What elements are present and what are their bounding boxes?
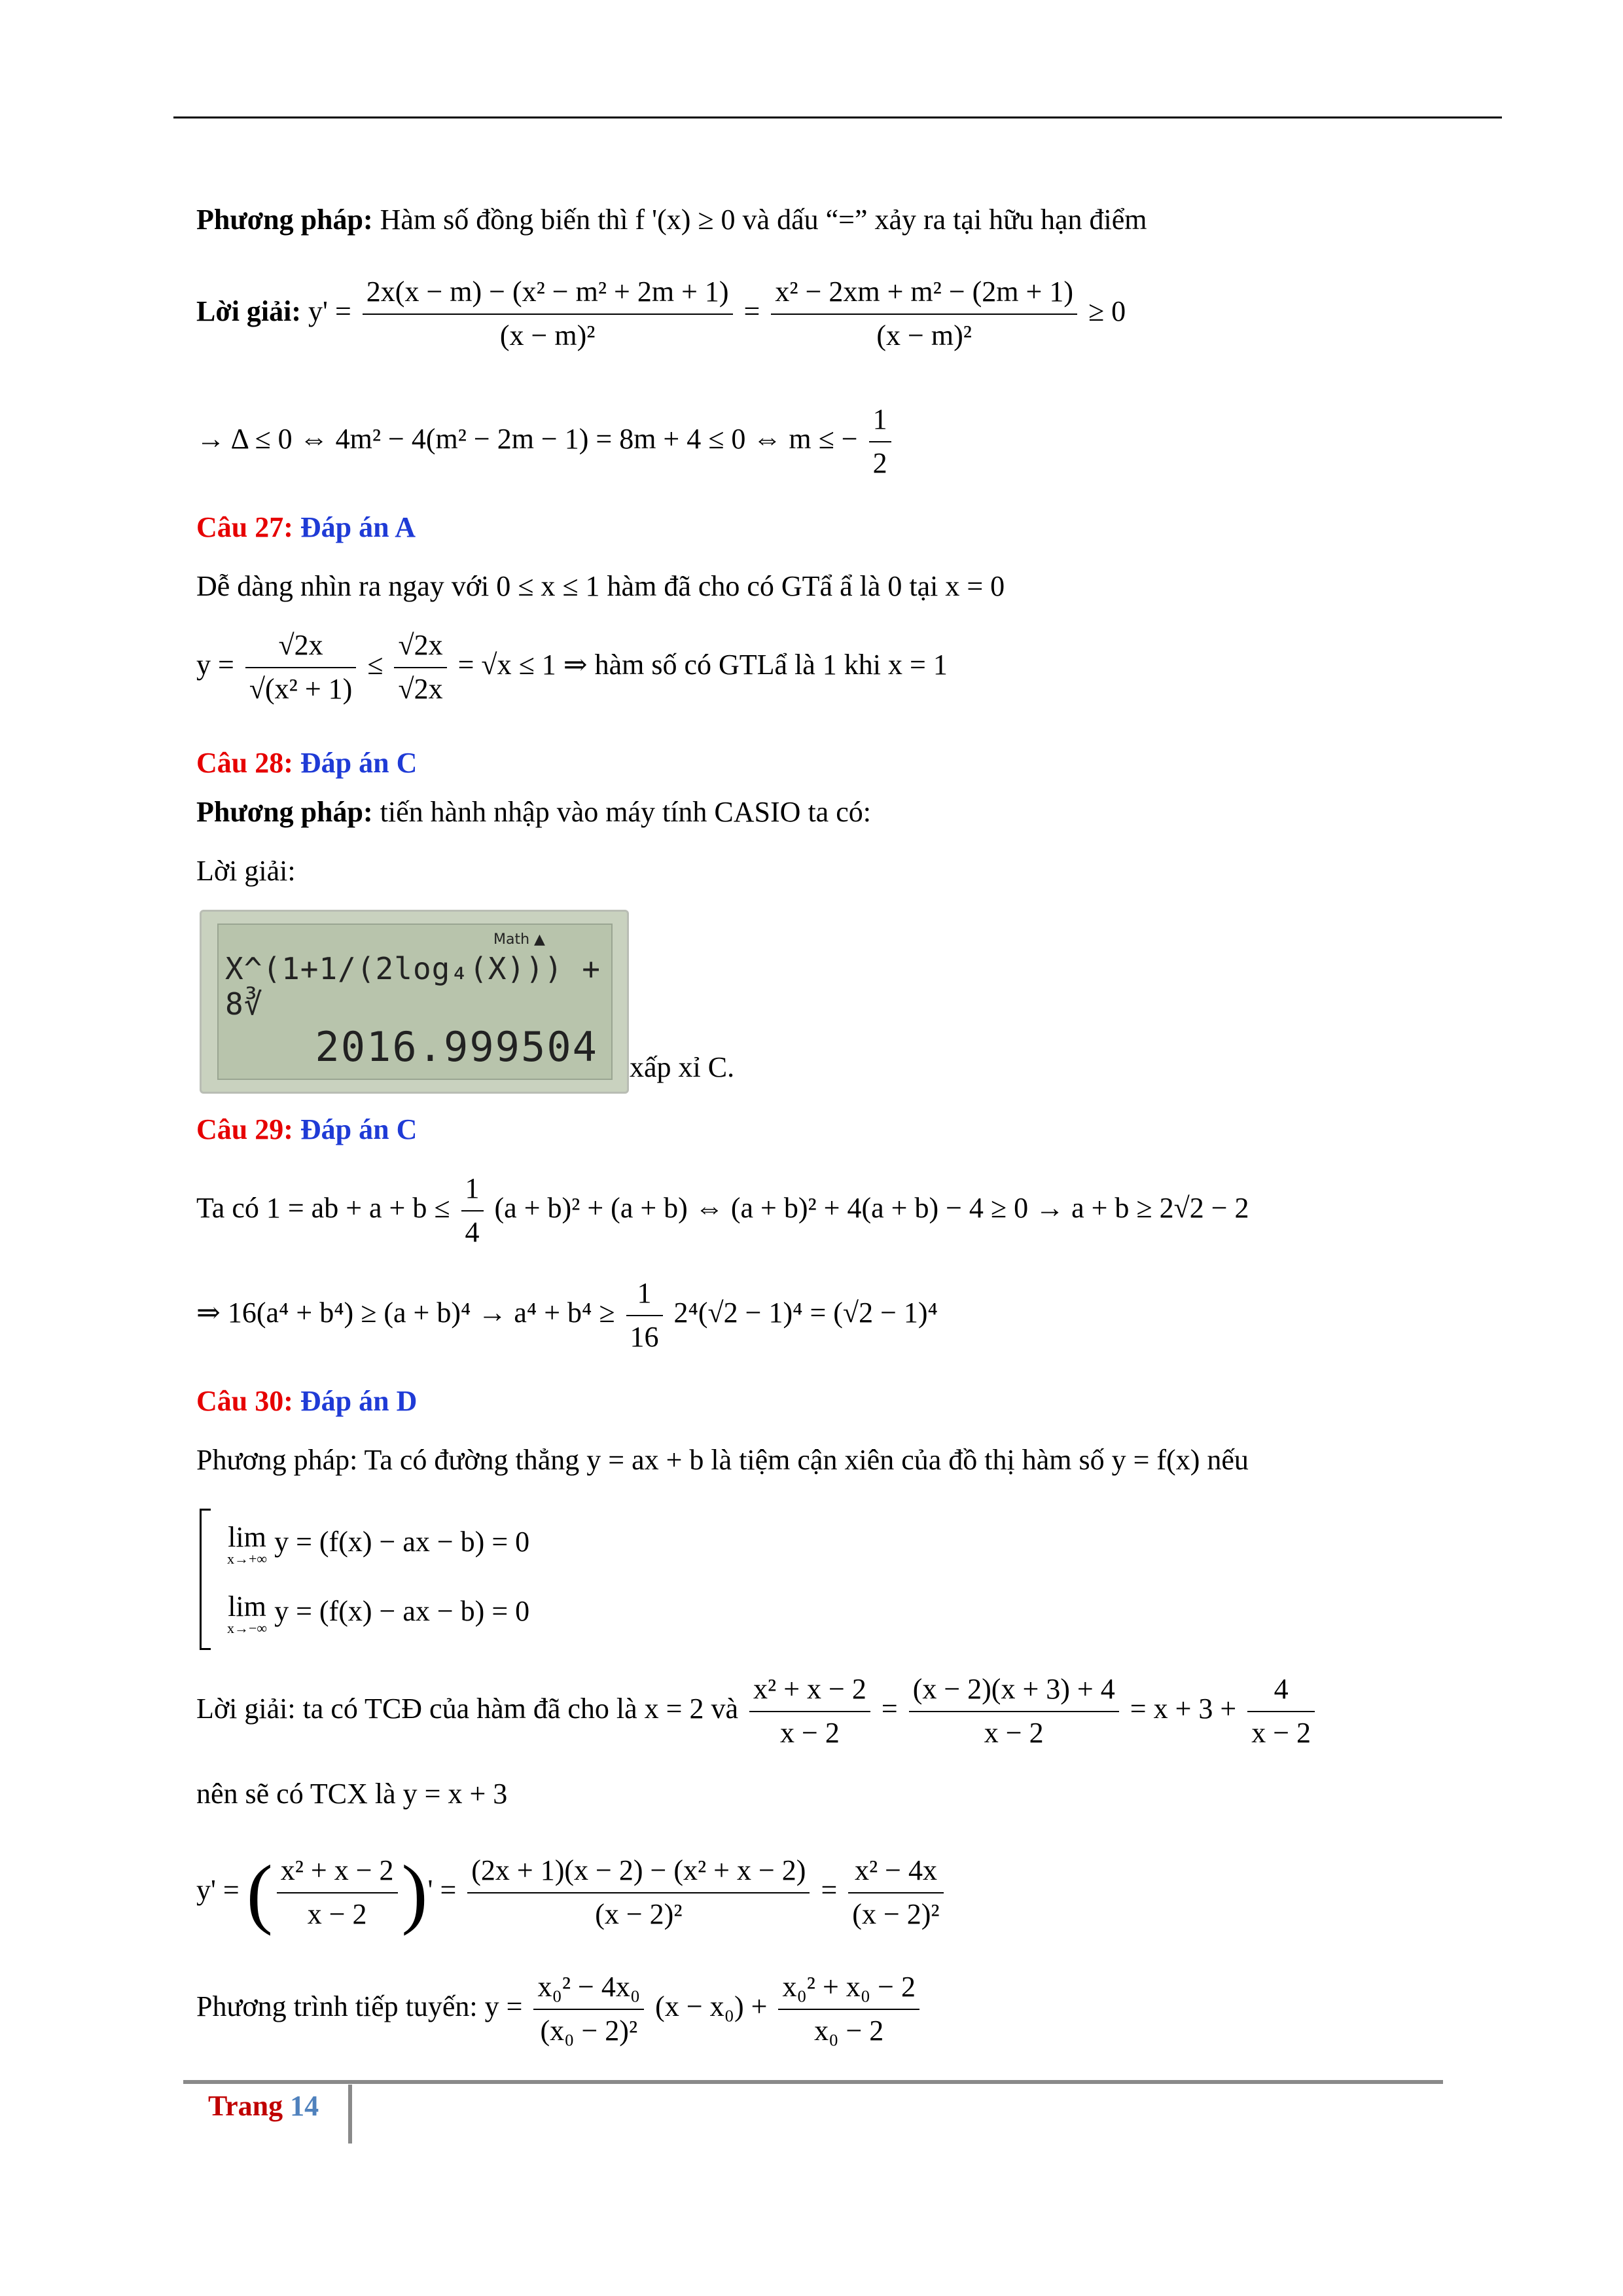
q30-line3: Lời giải: ta có TCĐ của hàm đã cho là x = 2 và $\frac{\text{x² + x − 2}}{x - 2}$ = $\frac{(x - 2)(x + 3) + 4}{x - 2}$ = x + 3 + $\frac{4}{x - 2}$ [196, 1672, 1319, 1751]
limit-plus-inf: lim x→+∞ [227, 1521, 268, 1567]
q27-fraction-1: $\frac{√2x}{\text{√(x² + 1)}}$ [245, 628, 356, 707]
q30-derivative: y' = ( $\frac{\text{x² + x − 2}}{x - 2}$ )' = $\frac{\text{(2x + 1)(x − 2) − (x² + x − 2)}}{\text{(x − 2)²}}$ = $\frac{\text{x² − 4x}}{\text{(x − 2)²}}$ [196, 1846, 948, 1940]
q30-fraction-a: $\frac{\text{x² + x − 2}}{x - 2}$ [749, 1672, 870, 1751]
q30-derivative-result: $\frac{\text{x² − 4x}}{\text{(x − 2)²}}$ [848, 1854, 943, 1932]
q30-tangent-slope: $\frac{\text{x₀² − 4x₀}}{\text{(x₀ − 2)²}}$ [533, 1970, 644, 2049]
limit-minus-inf: lim x→−∞ [227, 1590, 268, 1636]
q30-tangent: Phương trình tiếp tuyến: y = $\frac{\text{x₀² − 4x₀}}{\text{(x₀ − 2)²}}$ (x − x₀) + $\frac{\text{x₀² + x₀ − 2}}{\text{x₀ − 2}}$ [196, 1970, 923, 2049]
calculator-screenshot [200, 910, 629, 1094]
q28-after: xấp xỉ C. [630, 1051, 735, 1083]
q29-fraction-2: $\frac{1}{16}$ [626, 1276, 663, 1355]
q30-derivative-inner: $\frac{\text{x² + x − 2}}{x - 2}$ [277, 1854, 398, 1932]
question-30-heading: Câu 30: Đáp án D [196, 1385, 418, 1417]
calculator-mode-indicator: Math ▲ [493, 931, 545, 948]
q30-tangent-intercept: $\frac{\text{x₀² + x₀ − 2}}{\text{x₀ − 2}}$ [778, 1970, 919, 2049]
q29-fraction-1: $\frac{1}{4}$ [461, 1172, 484, 1250]
question-29-heading: Câu 29: Đáp án C [196, 1113, 418, 1145]
footer-divider [348, 2085, 352, 2144]
q30-fraction-b: $\frac{(x - 2)(x + 3) + 4}{x - 2}$ [909, 1672, 1119, 1751]
q28-method: Phương pháp: tiến hành nhập vào máy tính CASIO ta có: [196, 796, 871, 828]
solution-label: Lời giải: [196, 295, 302, 327]
footer-rule [183, 2080, 1443, 2084]
calculator-result: 2016.999504 [315, 1023, 598, 1071]
q27-line1: Dễ dàng nhìn ra ngay với 0 ≤ x ≤ 1 hàm đã cho có GTẩ ẩ là 0 tại x = 0 [196, 570, 1005, 602]
method-text: Hàm số đồng biến thì f '(x) ≥ 0 và dấu “=” xảy ra tại hữu hạn điểm [380, 204, 1147, 236]
limit-bracket [200, 1509, 211, 1650]
calculator-expression: X^(1+1/(2log₄(X))) + 8∛ [225, 951, 601, 1022]
question-27-heading: Câu 27: Đáp án A [196, 511, 416, 543]
q30-limits: lim x→+∞ y = (f(x) − ax − b) = 0 lim x→−∞ y = (f(x) − ax − b) = 0 [200, 1509, 529, 1650]
q27-fraction-2: $\frac{√2x}{√2x}$ [394, 628, 446, 707]
calculator-display [217, 924, 613, 1080]
q27-line2: y = $\frac{√2x}{\text{√(x² + 1)}}$ ≤ $\frac{√2x}{√2x}$ = √x ≤ 1 ⇒ hàm số có GTLẩ là 1 khi x = 1 [196, 628, 948, 707]
delta-line [196, 403, 895, 481]
q30-line4: nên sẽ có TCX là y = x + 3 [196, 1778, 508, 1810]
derivative-fraction-2: $\frac{\text{x² − 2xm + m² − (2m + 1)}}{\text{(x − m)²}}$ [771, 275, 1077, 353]
q30-line1: Phương pháp: Ta có đường thẳng y = ax + b là tiệm cận xiên của đồ thị hàm số y = f(x) nếu [196, 1444, 1249, 1476]
q29-line1: Ta có 1 = ab + a + b ≤ $\frac{1}{4}$ (a + b)² + (a + b) ⇔ (a + b)² + 4(a + b) − 4 ≥ 0 → a + b ≥ 2√2 − 2 [196, 1172, 1249, 1250]
delta-text: → Δ ≤ 0 ⇔ 4m² − 4(m² − 2m − 1) = 8m + 4 ≤ 0 ⇔ m ≤ − [196, 422, 858, 455]
q29-line2: ⇒ 16(a⁴ + b⁴) ≥ (a + b)⁴ → a⁴ + b⁴ ≥ $\frac{1}{16}$ 2⁴(√2 − 1)⁴ = (√2 − 1)⁴ [196, 1276, 938, 1355]
derivative-rhs: ≥ 0 [1088, 295, 1126, 327]
method-label: Phương pháp: [196, 204, 373, 236]
method-line [196, 203, 1147, 238]
derivative-lhs: y' = [308, 295, 351, 327]
q30-fraction-c: $\frac{4}{x - 2}$ [1247, 1672, 1315, 1751]
solution-line: Lời giải: y' = $\frac{\text{2x(x − m) − (x² − m² + 2m + 1)}}{\text{(x − m)²}}$ = $\frac{\text{x² − 2xm + m² − (2m + 1)}}{\text{(x − m)²}}$ ≥ 0 [196, 275, 1126, 353]
question-28-heading: Câu 28: Đáp án C [196, 747, 418, 779]
page-number: Trang 14 [208, 2090, 319, 2122]
q28-solution-label: Lời giải: [196, 855, 296, 887]
delta-fraction: $\frac{1}{2}$ [869, 403, 891, 481]
header-rule [173, 117, 1502, 118]
derivative-fraction-1: $\frac{\text{2x(x − m) − (x² − m² + 2m + 1)}}{\text{(x − m)²}}$ [363, 275, 733, 353]
q30-derivative-expanded: $\frac{\text{(2x + 1)(x − 2) − (x² + x − 2)}}{\text{(x − 2)²}}$ [467, 1854, 810, 1932]
